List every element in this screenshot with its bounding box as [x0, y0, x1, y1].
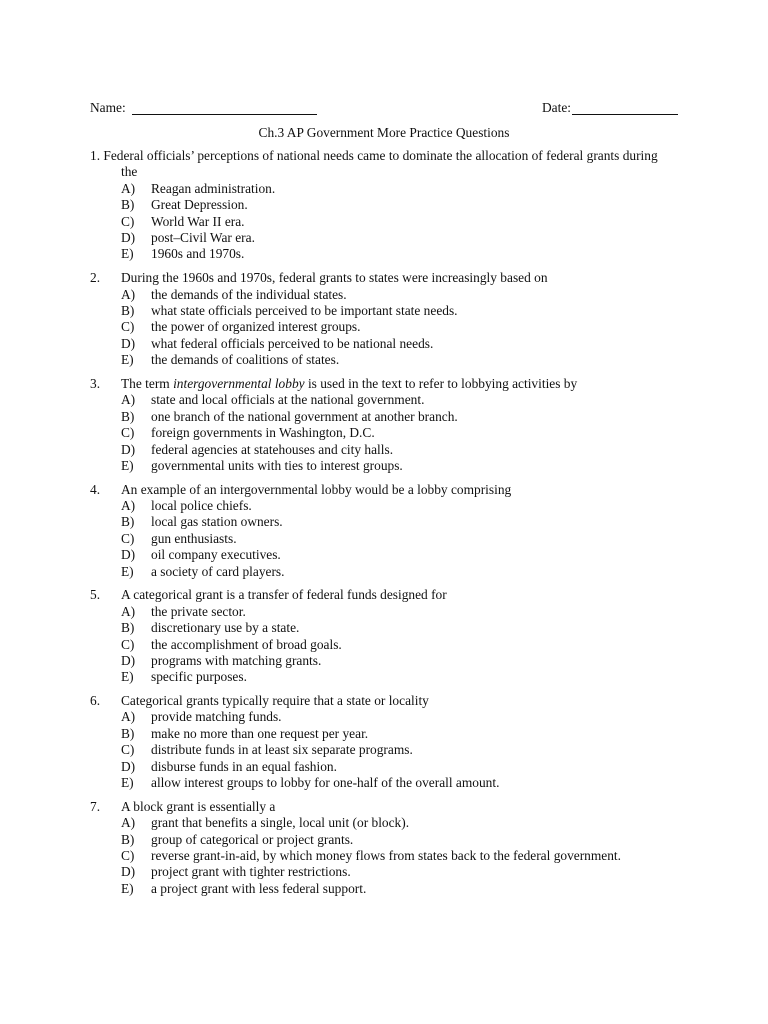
option-letter: E) [121, 775, 134, 791]
option-text: the demands of the individual states. [151, 286, 347, 302]
option-c [121, 742, 690, 758]
page-title: Ch.3 AP Government More Practice Questions [258, 125, 510, 140]
question-2 [90, 270, 690, 368]
option-letter: B) [121, 197, 135, 213]
option-b [121, 832, 690, 848]
option-letter: E) [121, 352, 134, 368]
question-stem [90, 376, 690, 392]
option-d [121, 336, 690, 352]
option-text: a project grant with less federal support. [151, 880, 367, 896]
option-letter: E) [121, 246, 134, 262]
question-1 [90, 148, 690, 263]
option-letter: C) [121, 530, 135, 546]
question-stem [90, 693, 690, 709]
option-letter: C) [121, 425, 135, 441]
option-letter: E) [121, 669, 134, 685]
option-letter: D) [121, 758, 136, 774]
option-letter: C) [121, 319, 135, 335]
option-text: the private sector. [151, 603, 246, 619]
option-d [121, 759, 690, 775]
option-e [121, 246, 690, 262]
options-list [90, 287, 690, 369]
option-letter: A) [121, 180, 136, 196]
option-letter: B) [121, 725, 135, 741]
date-blank [572, 114, 678, 115]
option-b [121, 514, 690, 530]
option-letter: E) [121, 457, 134, 473]
option-a [121, 498, 690, 514]
option-b [121, 197, 690, 213]
option-letter: B) [121, 620, 135, 636]
options-list [90, 815, 690, 897]
option-c [121, 637, 690, 653]
question-text: During the 1960s and 1970s, federal grants to states were increasingly based on [121, 270, 548, 286]
option-e [121, 458, 690, 474]
option-e [121, 881, 690, 897]
question-text [121, 376, 690, 392]
option-letter: B) [121, 514, 135, 530]
option-letter: A) [121, 709, 136, 725]
question-stem-continued: the [121, 164, 138, 180]
option-letter: A) [121, 498, 136, 514]
option-text: the demands of coalitions of states. [151, 352, 340, 368]
option-text: what federal officials perceived to be national needs. [151, 335, 434, 351]
options-list [90, 498, 690, 580]
name-blank [132, 114, 317, 115]
options-list [90, 181, 690, 263]
option-text: allow interest groups to lobby for one-half of the overall amount. [151, 775, 500, 791]
option-a [121, 287, 690, 303]
option-letter: E) [121, 563, 134, 579]
question-stem [90, 799, 690, 815]
option-b [121, 726, 690, 742]
option-text: distribute funds in at least six separate programs. [151, 742, 413, 758]
option-c [121, 214, 690, 230]
option-text: make no more than one request per year. [151, 725, 369, 741]
question-text-after: is used in the text to refer to lobbying activities by [304, 375, 578, 391]
option-a [121, 709, 690, 725]
question-number: 2. [90, 270, 101, 286]
option-letter: A) [121, 603, 136, 619]
option-b [121, 620, 690, 636]
question-text-before: The term [121, 375, 174, 391]
option-text: Reagan administration. [151, 180, 276, 196]
option-text: grant that benefits a single, local unit (or block). [151, 815, 410, 831]
option-text: gun enthusiasts. [151, 530, 237, 546]
option-text: the accomplishment of broad goals. [151, 636, 342, 652]
option-letter: D) [121, 230, 136, 246]
option-a [121, 392, 690, 408]
name-label: Name: [90, 100, 126, 115]
question-text: An example of an intergovernmental lobby would be a lobby comprising [121, 481, 512, 497]
option-letter: D) [121, 547, 136, 563]
option-letter: C) [121, 636, 135, 652]
option-text: specific purposes. [151, 669, 247, 685]
option-d [121, 864, 690, 880]
option-c [121, 425, 690, 441]
option-a [121, 815, 690, 831]
option-letter: B) [121, 831, 135, 847]
option-text: what state officials perceived to be important state needs. [151, 302, 458, 318]
option-letter: A) [121, 392, 136, 408]
question-text: A categorical grant is a transfer of federal funds designed for [121, 587, 447, 603]
question-stem [90, 148, 690, 181]
option-text: state and local officials at the national government. [151, 392, 425, 408]
option-text: local gas station owners. [151, 514, 283, 530]
option-e [121, 775, 690, 791]
option-letter: D) [121, 335, 136, 351]
date-label: Date: [542, 100, 571, 115]
question-stem [90, 270, 690, 286]
option-text: group of categorical or project grants. [151, 831, 354, 847]
option-letter: C) [121, 213, 135, 229]
options-list [90, 392, 690, 474]
options-list [90, 604, 690, 686]
question-6 [90, 693, 690, 791]
option-e [121, 564, 690, 580]
option-letter: B) [121, 408, 135, 424]
option-letter: D) [121, 652, 136, 668]
option-letter: A) [121, 815, 136, 831]
option-b [121, 409, 690, 425]
option-text: post–Civil War era. [151, 230, 255, 246]
question-5 [90, 587, 690, 685]
question-number: 5. [90, 587, 101, 603]
option-c [121, 319, 690, 335]
option-text: Great Depression. [151, 197, 248, 213]
option-c [121, 531, 690, 547]
option-letter: D) [121, 864, 136, 880]
question-3 [90, 376, 690, 474]
option-letter: C) [121, 848, 135, 864]
option-text: foreign governments in Washington, D.C. [151, 425, 375, 441]
option-text: local police chiefs. [151, 498, 252, 514]
option-b [121, 303, 690, 319]
option-text: governmental units with ties to interest groups. [151, 457, 403, 473]
question-number: 6. [90, 693, 101, 709]
question-stem [90, 587, 690, 603]
options-list [90, 709, 690, 791]
italic-term: intergovernmental lobby [173, 375, 305, 391]
question-stem [90, 482, 690, 498]
question-7 [90, 799, 690, 897]
question-4 [90, 482, 690, 580]
option-a [121, 604, 690, 620]
option-text: project grant with tighter restrictions. [151, 864, 351, 880]
option-text: reverse grant-in-aid, by which money flows from states back to the federal government. [151, 848, 621, 864]
option-text: a society of card players. [151, 563, 285, 579]
option-letter: C) [121, 742, 135, 758]
option-text: disburse funds in an equal fashion. [151, 758, 337, 774]
option-a [121, 181, 690, 197]
option-d [121, 653, 690, 669]
option-e [121, 669, 690, 685]
option-text: 1960s and 1970s. [151, 246, 245, 262]
question-text: Categorical grants typically require that a state or locality [121, 693, 429, 709]
question-number: 3. [90, 375, 101, 391]
option-d [121, 230, 690, 246]
question-stem-first-line: 1. Federal officials’ perceptions of national needs came to dominate the allocation of federal grants during [90, 148, 658, 163]
option-text: one branch of the national government at another branch. [151, 408, 458, 424]
question-list [90, 148, 690, 905]
option-d [121, 442, 690, 458]
option-letter: A) [121, 286, 136, 302]
question-number: 4. [90, 481, 101, 497]
option-c [121, 848, 690, 864]
option-text: provide matching funds. [151, 709, 282, 725]
header [90, 100, 680, 118]
option-letter: E) [121, 880, 134, 896]
option-text: oil company executives. [151, 547, 281, 563]
question-text: A block grant is essentially a [121, 798, 276, 814]
question-number: 7. [90, 798, 101, 814]
option-d [121, 547, 690, 563]
option-e [121, 352, 690, 368]
option-text: discretionary use by a state. [151, 620, 300, 636]
option-text: the power of organized interest groups. [151, 319, 361, 335]
option-text: programs with matching grants. [151, 652, 322, 668]
option-text: federal agencies at statehouses and city halls. [151, 441, 394, 457]
option-text: World War II era. [151, 213, 245, 229]
option-letter: D) [121, 441, 136, 457]
option-letter: B) [121, 302, 135, 318]
